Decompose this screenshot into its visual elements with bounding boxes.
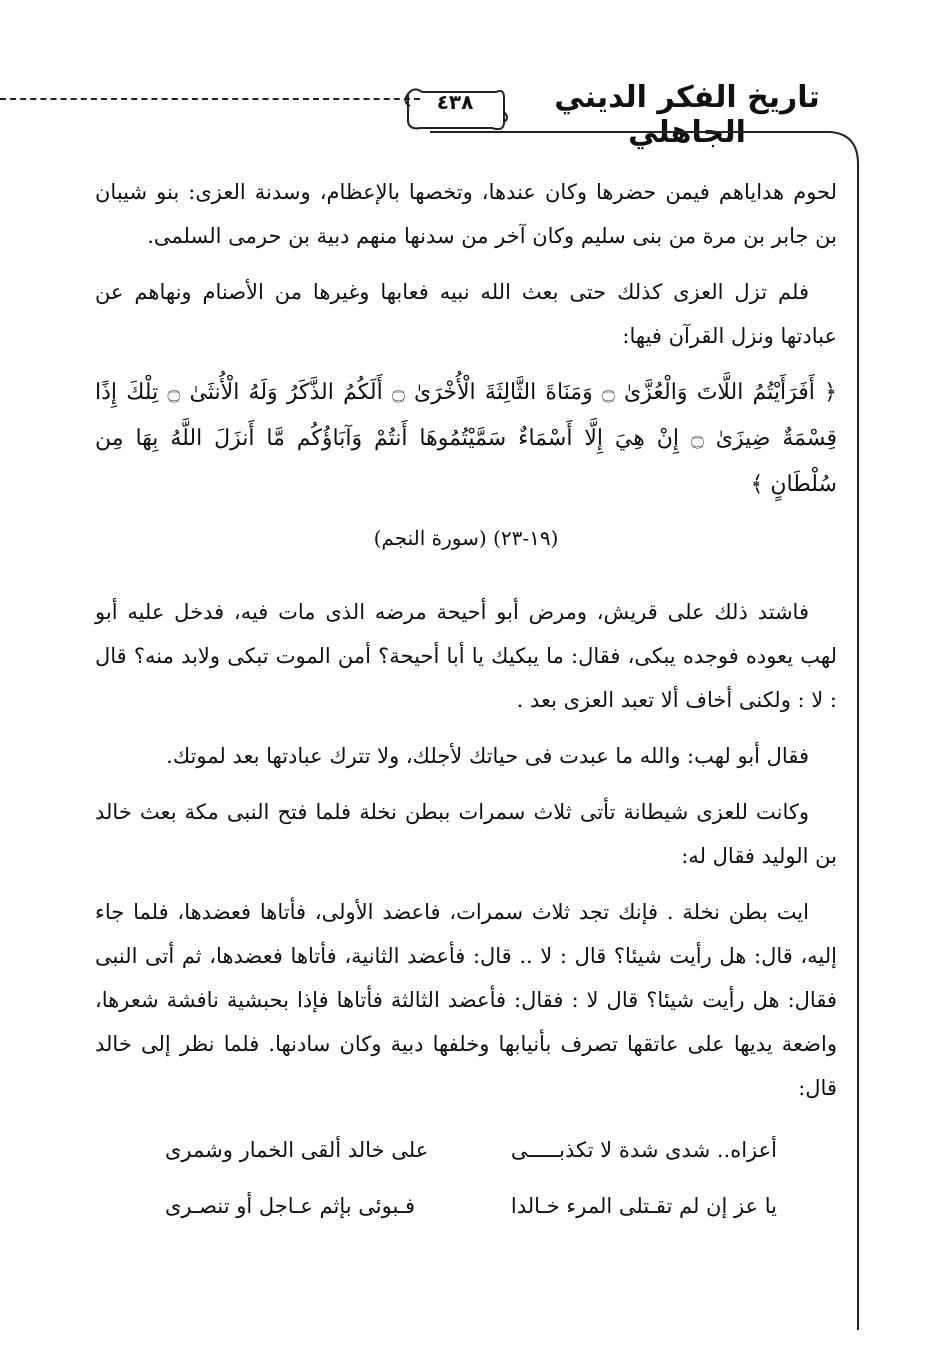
poem-verse [95,1178,837,1234]
paragraph-2: فلم تزل العزى كذلك حتى بعث الله نبيه فعابها وغيرها من الأصنام ونهاهم عن عبادتها ونزل القرآن فيها: [95,280,837,348]
poem-verse [95,1122,837,1178]
paragraph-3: فاشتد ذلك على قريش، ومرض أبو أحيحة مرضه الذى مات فيه، فدخل عليه أبو لهب يعوده فوجده يبكى، فقال: ما يبكيك يا أبا أحيحة؟ أمن الموت تبكى ولابد منه؟ قال : لا : ولكنى أخاف ألا تعبد العزى بعد . [95,600,837,712]
poem-hemistich-first: يا عز إن لم تقـتلى المرء خـالدا [510,1194,777,1218]
paragraph-5: وكانت للعزى شيطانة تأتى ثلاث سمرات ببطن نخلة فلما فتح النبى مكة بعث خالد بن الوليد فقال له: [95,800,837,868]
poem-hemistich-second: على خالد ألقى الخمار وشمرى [165,1138,429,1162]
poem-hemistich-first: أعزاه.. شدى شدة لا تكذبـــــى [510,1138,777,1162]
running-title: تاريخ الفكر الديني الجاهلي [554,80,820,150]
paragraph-1: لحوم هداياهم فيمن حضرها وكان عندها، وتخصها بالإعظام، وسدنة العزى: بنو شيبان بن جابر بن مرة من بنى سليم وكان آخر من سدنها منهم دبية بن حرمى السلمى. [95,180,837,248]
poem [95,1122,837,1234]
paragraph-4: فقال أبو لهب: والله ما عبدت فى حياتك لأجلك، ولا تترك عبادتها بعد لموتك. [166,744,809,768]
quran-verse: ﴿ أَفَرَأَيْتُمُ اللَّاتَ وَالْعُزَّىٰ ۝ وَمَنَاةَ الثَّالِثَةَ الْأُخْرَىٰ ۝ أَلَكُمُ الذَّكَرُ وَلَهُ الْأُنثَىٰ ۝ تِلْكَ إِذًا قِسْمَةٌ ضِيزَىٰ ۝ إِنْ هِيَ إِلَّا أَسْمَاءٌ سَمَّيْتُمُوهَا أَنتُمْ وَآبَاؤُكُم مَّا أَنزَلَ اللَّهُ بِهَا مِن سُلْطَانٍ ﴾ [95,380,837,497]
page-body [95,170,837,1320]
poem-hemistich-second: فـبوئى بإثم عـاجل أو تنصـرى [165,1194,416,1218]
quran-reference: (١٩-٢٣) (سورة النجم) [373,526,559,550]
header-dashed-rule [0,98,420,100]
page-number: ٤٣٨ [436,90,474,114]
paragraph-6: ايت بطن نخلة . فإنك تجد ثلاث سمرات، فاعضد الأولى، فأتاها فعضدها، فلما جاء إليه، قال: هل رأيت شيئا؟ قال : لا .. قال: فأعضد الثانية، فأتاها فعضدها، ثم أتى النبى فقال: هل رأيت شيئا؟ قال لا : فقال: فأعضد الثالثة فأتاها فإذا بحبشية نافشة شعرها، واضعة يديها على عاتقها تصرف بأنيابها وخلفها دبية وكان سادنها. فلما نظر إلى خالد قال: [95,900,837,1100]
